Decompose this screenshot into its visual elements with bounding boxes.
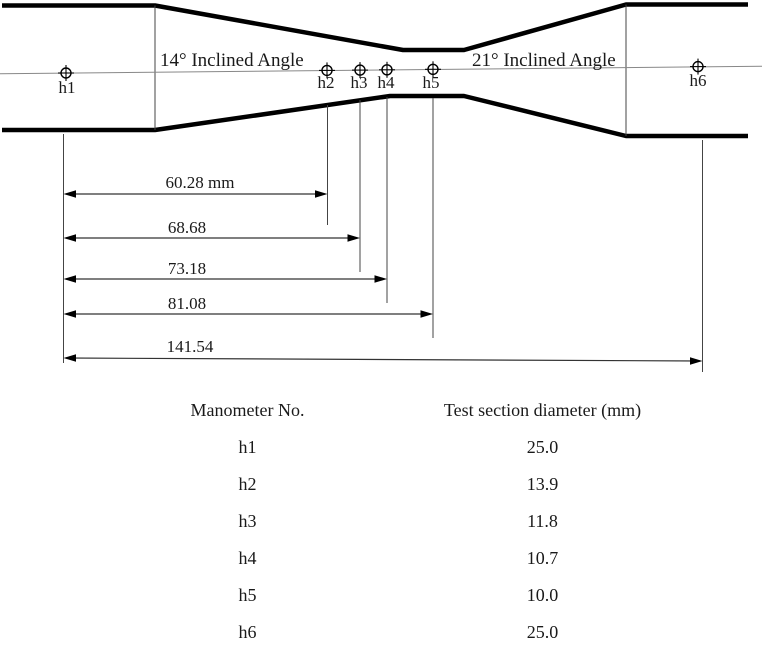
table-cell-no: h5 (238, 585, 257, 605)
dimension-81-08 (64, 294, 434, 318)
arrowhead-left-icon (64, 275, 77, 283)
table-cell-diameter: 13.9 (526, 474, 559, 494)
table-header-manometer: Manometer No. (190, 400, 305, 420)
dimension-68-68 (64, 218, 361, 242)
duct-bottom-profile (2, 96, 748, 136)
left-angle-label: 14° Inclined Angle (160, 50, 304, 71)
right-angle-label: 21° Inclined Angle (472, 50, 616, 71)
arrowhead-right-icon (421, 310, 434, 318)
duct-top-profile (2, 5, 748, 51)
table-cell-diameter: 25.0 (526, 437, 559, 457)
dimension-60-28 (64, 173, 328, 198)
table-cell-diameter: 25.0 (526, 622, 559, 642)
arrowhead-right-icon (348, 234, 361, 242)
arrowhead-left-icon (64, 310, 77, 318)
spec-table (100, 392, 690, 651)
table-cell-diameter: 10.7 (526, 548, 559, 568)
arrowhead-right-icon (375, 275, 388, 283)
dimension-73-18 (64, 259, 388, 283)
tap-label-h2: h2 (317, 73, 335, 92)
dimension-label: 141.54 (166, 337, 214, 356)
tap-label-h4: h4 (377, 73, 395, 92)
table-cell-no: h2 (238, 474, 257, 494)
table-header-diameter: Test section diameter (mm) (443, 400, 642, 420)
manometer-tap-h3 (351, 62, 369, 92)
table-cell-diameter: 11.8 (527, 511, 558, 531)
dimension-label: 68.68 (167, 218, 207, 237)
manometer-tap-h2 (318, 62, 336, 92)
manometer-tap-h5 (423, 61, 442, 92)
table-cell-no: h3 (238, 511, 257, 531)
manometer-tap-h1 (58, 65, 76, 97)
arrowhead-left-icon (64, 234, 77, 242)
tap-label-h3: h3 (350, 73, 368, 92)
dimension-label: 60.28 mm (165, 173, 235, 192)
tap-label-h6: h6 (689, 71, 707, 90)
manometer-tap-h6 (690, 59, 707, 90)
dimension-label: 73.18 (167, 259, 207, 278)
tap-label-h1: h1 (58, 78, 76, 97)
table-cell-no: h1 (238, 437, 257, 457)
tap-label-h5: h5 (422, 73, 440, 92)
arrowhead-left-icon (64, 354, 77, 362)
arrowhead-right-icon (315, 190, 328, 198)
dimension-line (66, 358, 700, 361)
arrowhead-left-icon (64, 190, 77, 198)
table-cell-no: h4 (238, 548, 257, 568)
dimension-label: 81.08 (167, 294, 207, 313)
manometer-tap-h4 (378, 62, 396, 92)
dimension-141-54 (64, 337, 703, 365)
table-cell-diameter: 10.0 (526, 585, 559, 605)
arrowhead-right-icon (690, 357, 703, 365)
table-cell-no: h6 (238, 622, 257, 642)
